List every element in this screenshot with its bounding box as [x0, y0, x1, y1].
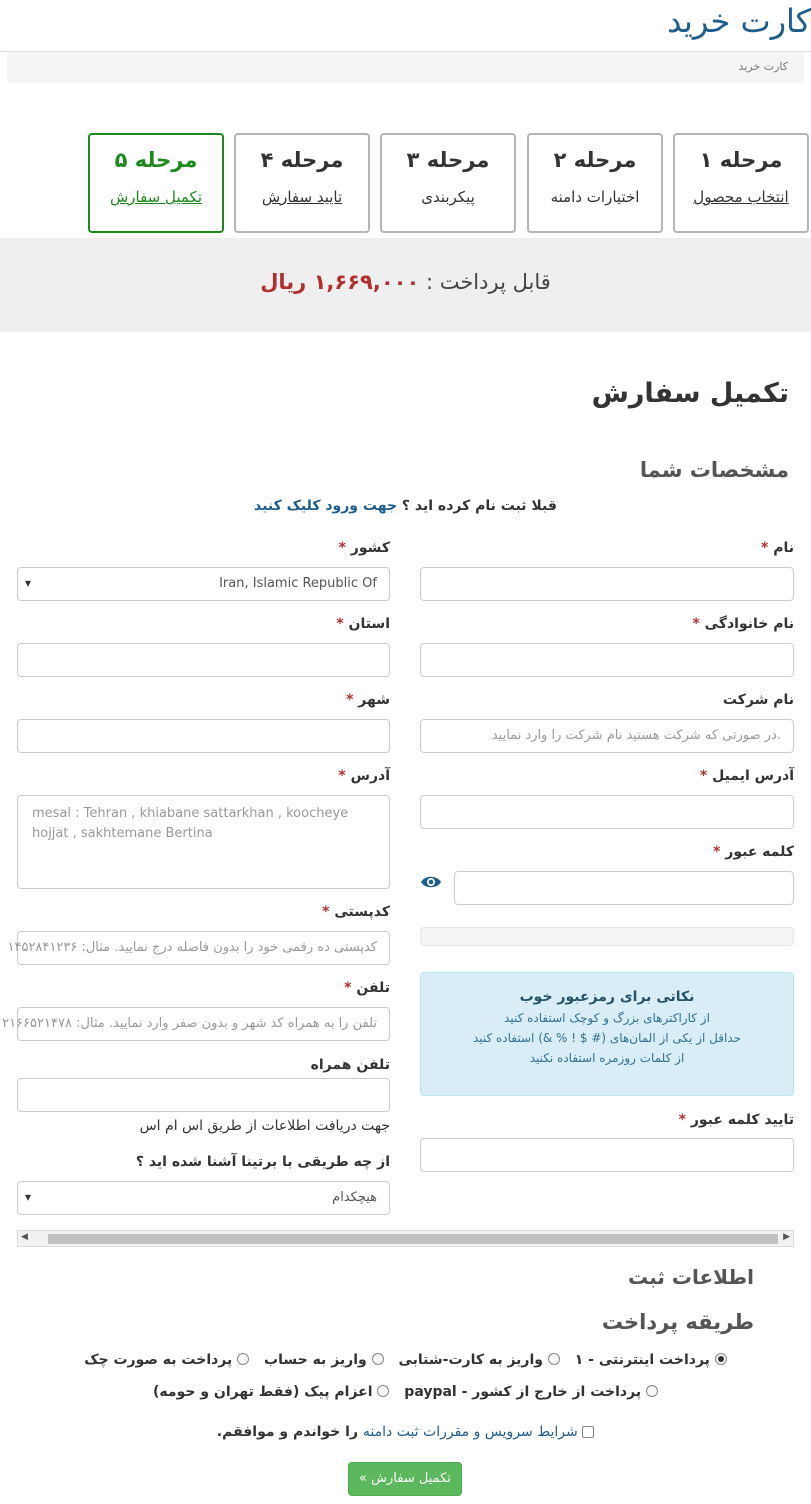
step-label-confirm-order[interactable]: تایید سفارش: [261, 188, 343, 206]
country-label: کشور *: [338, 540, 390, 556]
payment-option-card[interactable]: واریز به کارت-شتابی: [398, 1352, 559, 1368]
registration-info-heading: اطلاعات ثبت: [628, 1265, 754, 1289]
step-3: [380, 133, 516, 233]
password-strength-bar: [420, 927, 794, 946]
step-1[interactable]: [673, 133, 809, 233]
step-5[interactable]: [88, 133, 224, 233]
step-number: مرحله ۳: [406, 148, 490, 172]
postcode-label: کدپستی *: [322, 904, 390, 920]
step-number: مرحله ۴: [260, 148, 344, 172]
phone-label: تلفن *: [344, 980, 390, 996]
payment-option-bank[interactable]: واریز به حساب: [264, 1352, 384, 1368]
company-input[interactable]: .در صورتی که شرکت هستید نام شرکت را وارد نمایید: [420, 719, 794, 753]
last-name-input[interactable]: [420, 643, 794, 677]
step-label-complete-order[interactable]: تکمیل سفارش: [109, 188, 203, 206]
scrollbar-thumb[interactable]: [48, 1234, 778, 1244]
step-label-configure: پیکربندی: [421, 188, 475, 206]
login-prompt: [0, 498, 811, 514]
last-name-label: نام خانوادگی *: [692, 616, 794, 632]
email-input[interactable]: [420, 795, 794, 829]
country-select[interactable]: [17, 567, 390, 601]
mobile-input[interactable]: [17, 1078, 390, 1112]
step-label-select-product[interactable]: انتخاب محصول: [693, 188, 789, 206]
password-tips-title: نکاتی برای رمزعبور خوب: [519, 989, 695, 1005]
payment-option-cheque[interactable]: پرداخت به صورت چک: [84, 1352, 249, 1368]
password-tip: حداقل از یکی از المان‌های (# $ ! % &) استفاده کنید: [472, 1031, 742, 1045]
radio-icon[interactable]: [646, 1385, 658, 1397]
terms-checkbox[interactable]: [582, 1426, 594, 1438]
step-4[interactable]: [234, 133, 370, 233]
password-confirm-input[interactable]: [420, 1138, 794, 1172]
eye-icon[interactable]: [420, 873, 442, 896]
terms-link[interactable]: شرایط سرویس و مقررات ثبت دامنه: [362, 1424, 578, 1440]
postcode-input[interactable]: کدپستی ده رقمی خود را بدون فاصله درج نمایید. مثال: ۱۴۵۲۸۴۱۲۳۶: [17, 931, 390, 965]
referral-select[interactable]: [17, 1181, 390, 1215]
referral-label: از چه طریقی با برتینا آشنا شده اید ؟: [135, 1154, 390, 1170]
payment-methods-row-2: [0, 1384, 811, 1400]
radio-icon[interactable]: [715, 1353, 727, 1365]
payment-method-heading: طریقه پرداخت: [601, 1310, 754, 1334]
first-name-input[interactable]: [420, 567, 794, 601]
step-number: مرحله ۲: [553, 148, 637, 172]
address-label: آدرس *: [338, 768, 390, 784]
mobile-help-text: جهت دریافت اطلاعات از طریق اس ام اس: [139, 1118, 390, 1134]
payable-amount: ۱,۶۶۹,۰۰۰ ریال: [260, 270, 420, 294]
company-label: نام شرکت: [722, 692, 794, 708]
email-label: آدرس ایمیل *: [699, 768, 794, 784]
payment-option-paypal[interactable]: پرداخت از خارج از کشور - paypal: [404, 1384, 658, 1400]
order-steps: [88, 133, 811, 234]
login-link[interactable]: جهت ورود کلیک کنید: [254, 498, 398, 514]
payable-label: قابل پرداخت :: [419, 270, 551, 294]
scroll-right-icon[interactable]: ▶: [783, 1232, 790, 1242]
scroll-left-icon[interactable]: ◀: [21, 1232, 28, 1242]
country-value: Iran, Islamic Republic Of: [219, 576, 377, 591]
first-name-label: نام *: [761, 540, 794, 556]
breadcrumb: کارت خرید: [7, 52, 804, 83]
city-input[interactable]: [17, 719, 390, 753]
complete-order-button[interactable]: تکمیل سفارش »: [348, 1462, 462, 1496]
login-prompt-text: قبلا ثبت نام کرده اید ؟: [397, 498, 557, 514]
terms-agreement: [0, 1424, 811, 1440]
complete-order-heading: تکمیل سفارش: [591, 378, 789, 409]
step-number: مرحله ۵: [114, 148, 198, 172]
payment-option-courier[interactable]: اعزام پیک (فقط تهران و حومه): [153, 1384, 389, 1400]
radio-icon[interactable]: [237, 1353, 249, 1365]
phone-input[interactable]: تلفن را به همراه کد شهر و بدون صفر وارد نمایید. مثال: ۲۱۶۶۵۲۱۴۷۸: [17, 1007, 390, 1041]
payment-methods-row-1: [0, 1352, 811, 1368]
state-input[interactable]: [17, 643, 390, 677]
city-label: شهر *: [346, 692, 390, 708]
payment-option-online[interactable]: پرداخت اینترنتی - ۱: [575, 1352, 727, 1368]
referral-value: هیچکدام: [332, 1190, 377, 1205]
radio-icon[interactable]: [372, 1353, 384, 1365]
radio-icon[interactable]: [377, 1385, 389, 1397]
step-2: [527, 133, 663, 233]
password-input[interactable]: [454, 871, 794, 905]
radio-icon[interactable]: [548, 1353, 560, 1365]
page-title: کارت خرید: [667, 2, 811, 40]
payable-amount-bar: [0, 238, 811, 332]
state-label: استان *: [336, 616, 390, 632]
password-tip: از کاراکترهای بزرگ و کوچک استفاده کنید: [504, 1011, 710, 1025]
mobile-label: تلفن همراه: [310, 1057, 390, 1073]
your-details-heading: مشخصات شما: [639, 458, 789, 482]
password-confirm-label: تایید کلمه عبور *: [678, 1112, 794, 1128]
address-textarea[interactable]: mesal : Tehran , khiabane sattarkhan , koocheye hojjat , sakhtemane Bertina: [17, 795, 390, 889]
horizontal-scrollbar[interactable]: [17, 1230, 794, 1247]
password-label: کلمه عبور *: [713, 844, 794, 860]
password-tip: از کلمات روزمره استفاده نکنید: [529, 1051, 685, 1065]
step-label-domain-options: اختیارات دامنه: [550, 188, 640, 206]
password-tips-box: [420, 972, 794, 1096]
terms-suffix: را خواندم و موافقم.: [216, 1424, 363, 1440]
step-number: مرحله ۱: [699, 148, 783, 172]
